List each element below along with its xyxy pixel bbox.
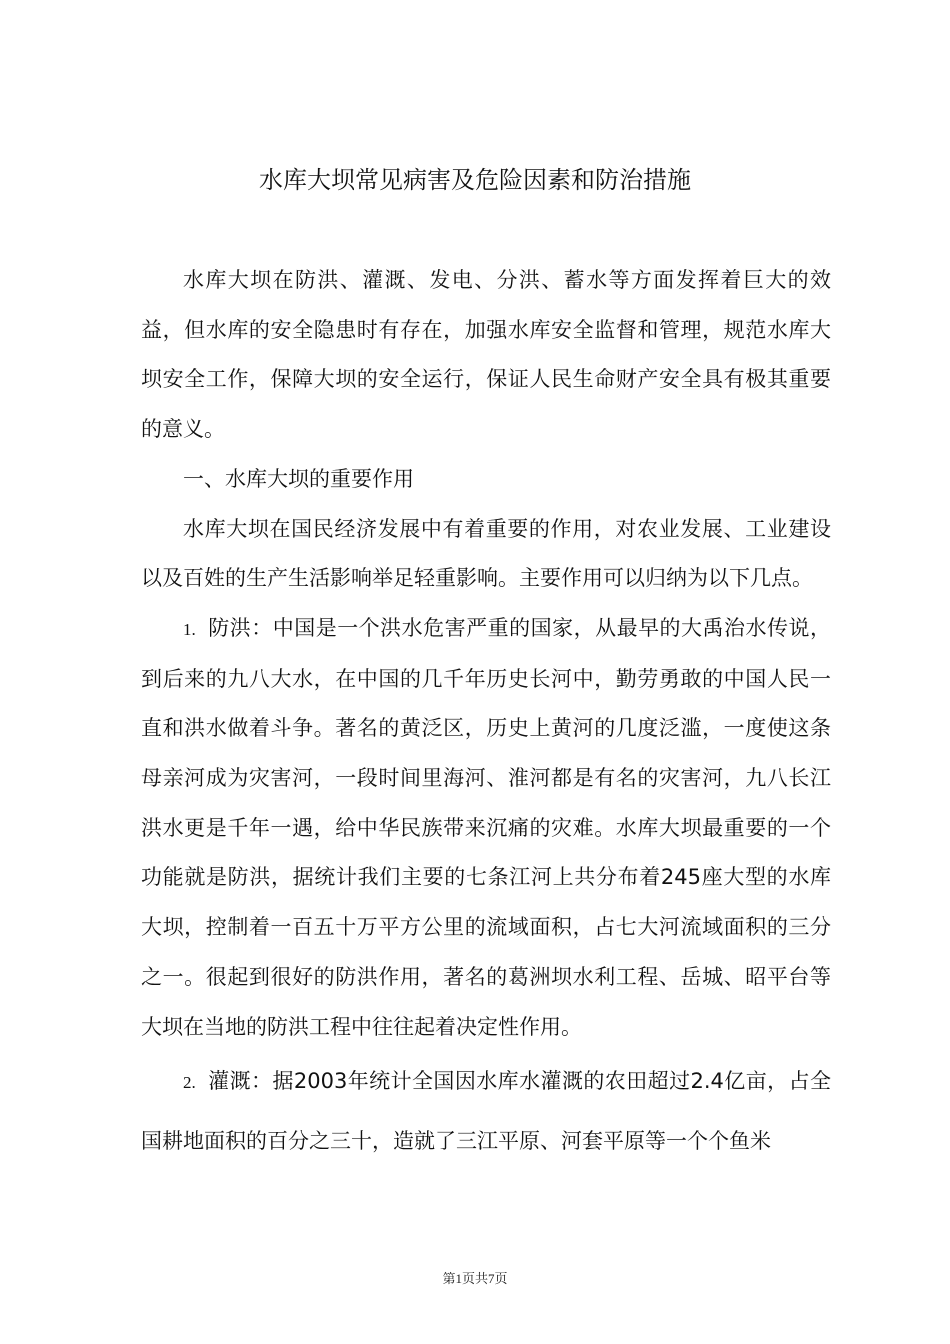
list-item-text: 灌溉：据2003年统计全国因水库水灌溉的农田超过2.4亿亩，占全国耕地面积的百分之三十，造就了三江平原、河套平原等一个个鱼米 [141, 1069, 831, 1154]
list-item-number: 2. [183, 1073, 196, 1093]
document-body [141, 256, 831, 1170]
intro-paragraph: 水库大坝在防洪、灌溉、发电、分洪、蓄水等方面发挥着巨大的效益，但水库的安全隐患时有存在，加强水库安全监督和管理，规范水库大坝安全工作，保障大坝的安全运行，保证人民生命财产安全具有极其重要的意义。 [141, 268, 831, 442]
section-heading: 一、水库大坝的重要作用 [183, 466, 414, 491]
page-footer: 第1页共7页 [442, 1271, 508, 1286]
list-item-irrigation [141, 1052, 831, 1170]
list-item-text: 防洪：中国是一个洪水危害严重的国家，从最早的大禹治水传说，到后来的九八大水，在中国的几千年历史长河中，勤劳勇敢的中国人民一直和洪水做着斗争。著名的黄泛区，历史上黄河的几度泛滥，一度使这条母亲河成为灾害河，一段时间里海河、淮河都是有名的灾害河，九八长江洪水更是千年一遇，给中华民族带来沉痛的灾难。水库大坝最重要的一个功能就是防洪，据统计我们主要的七条江河上共分布着245座大型的水库大坝，控制着一百五十万平方公里的流域面积，占七大河流域面积的三分之一。很起到很好的防洪作用，著名的葛洲坝水利工程、岳城、昭平台等大坝在当地的防洪工程中往往起着决定性作用。 [141, 615, 831, 1039]
document-title: 水库大坝常见病害及危险因素和防治措施 [259, 166, 691, 194]
section-intro-paragraph: 水库大坝在国民经济发展中有着重要的作用，对农业发展、工业建设以及百姓的生产生活影响举足轻重影响。主要作用可以归纳为以下几点。 [141, 516, 831, 591]
list-item-number: 1. [183, 619, 196, 639]
list-item-flood-control [141, 604, 831, 1052]
